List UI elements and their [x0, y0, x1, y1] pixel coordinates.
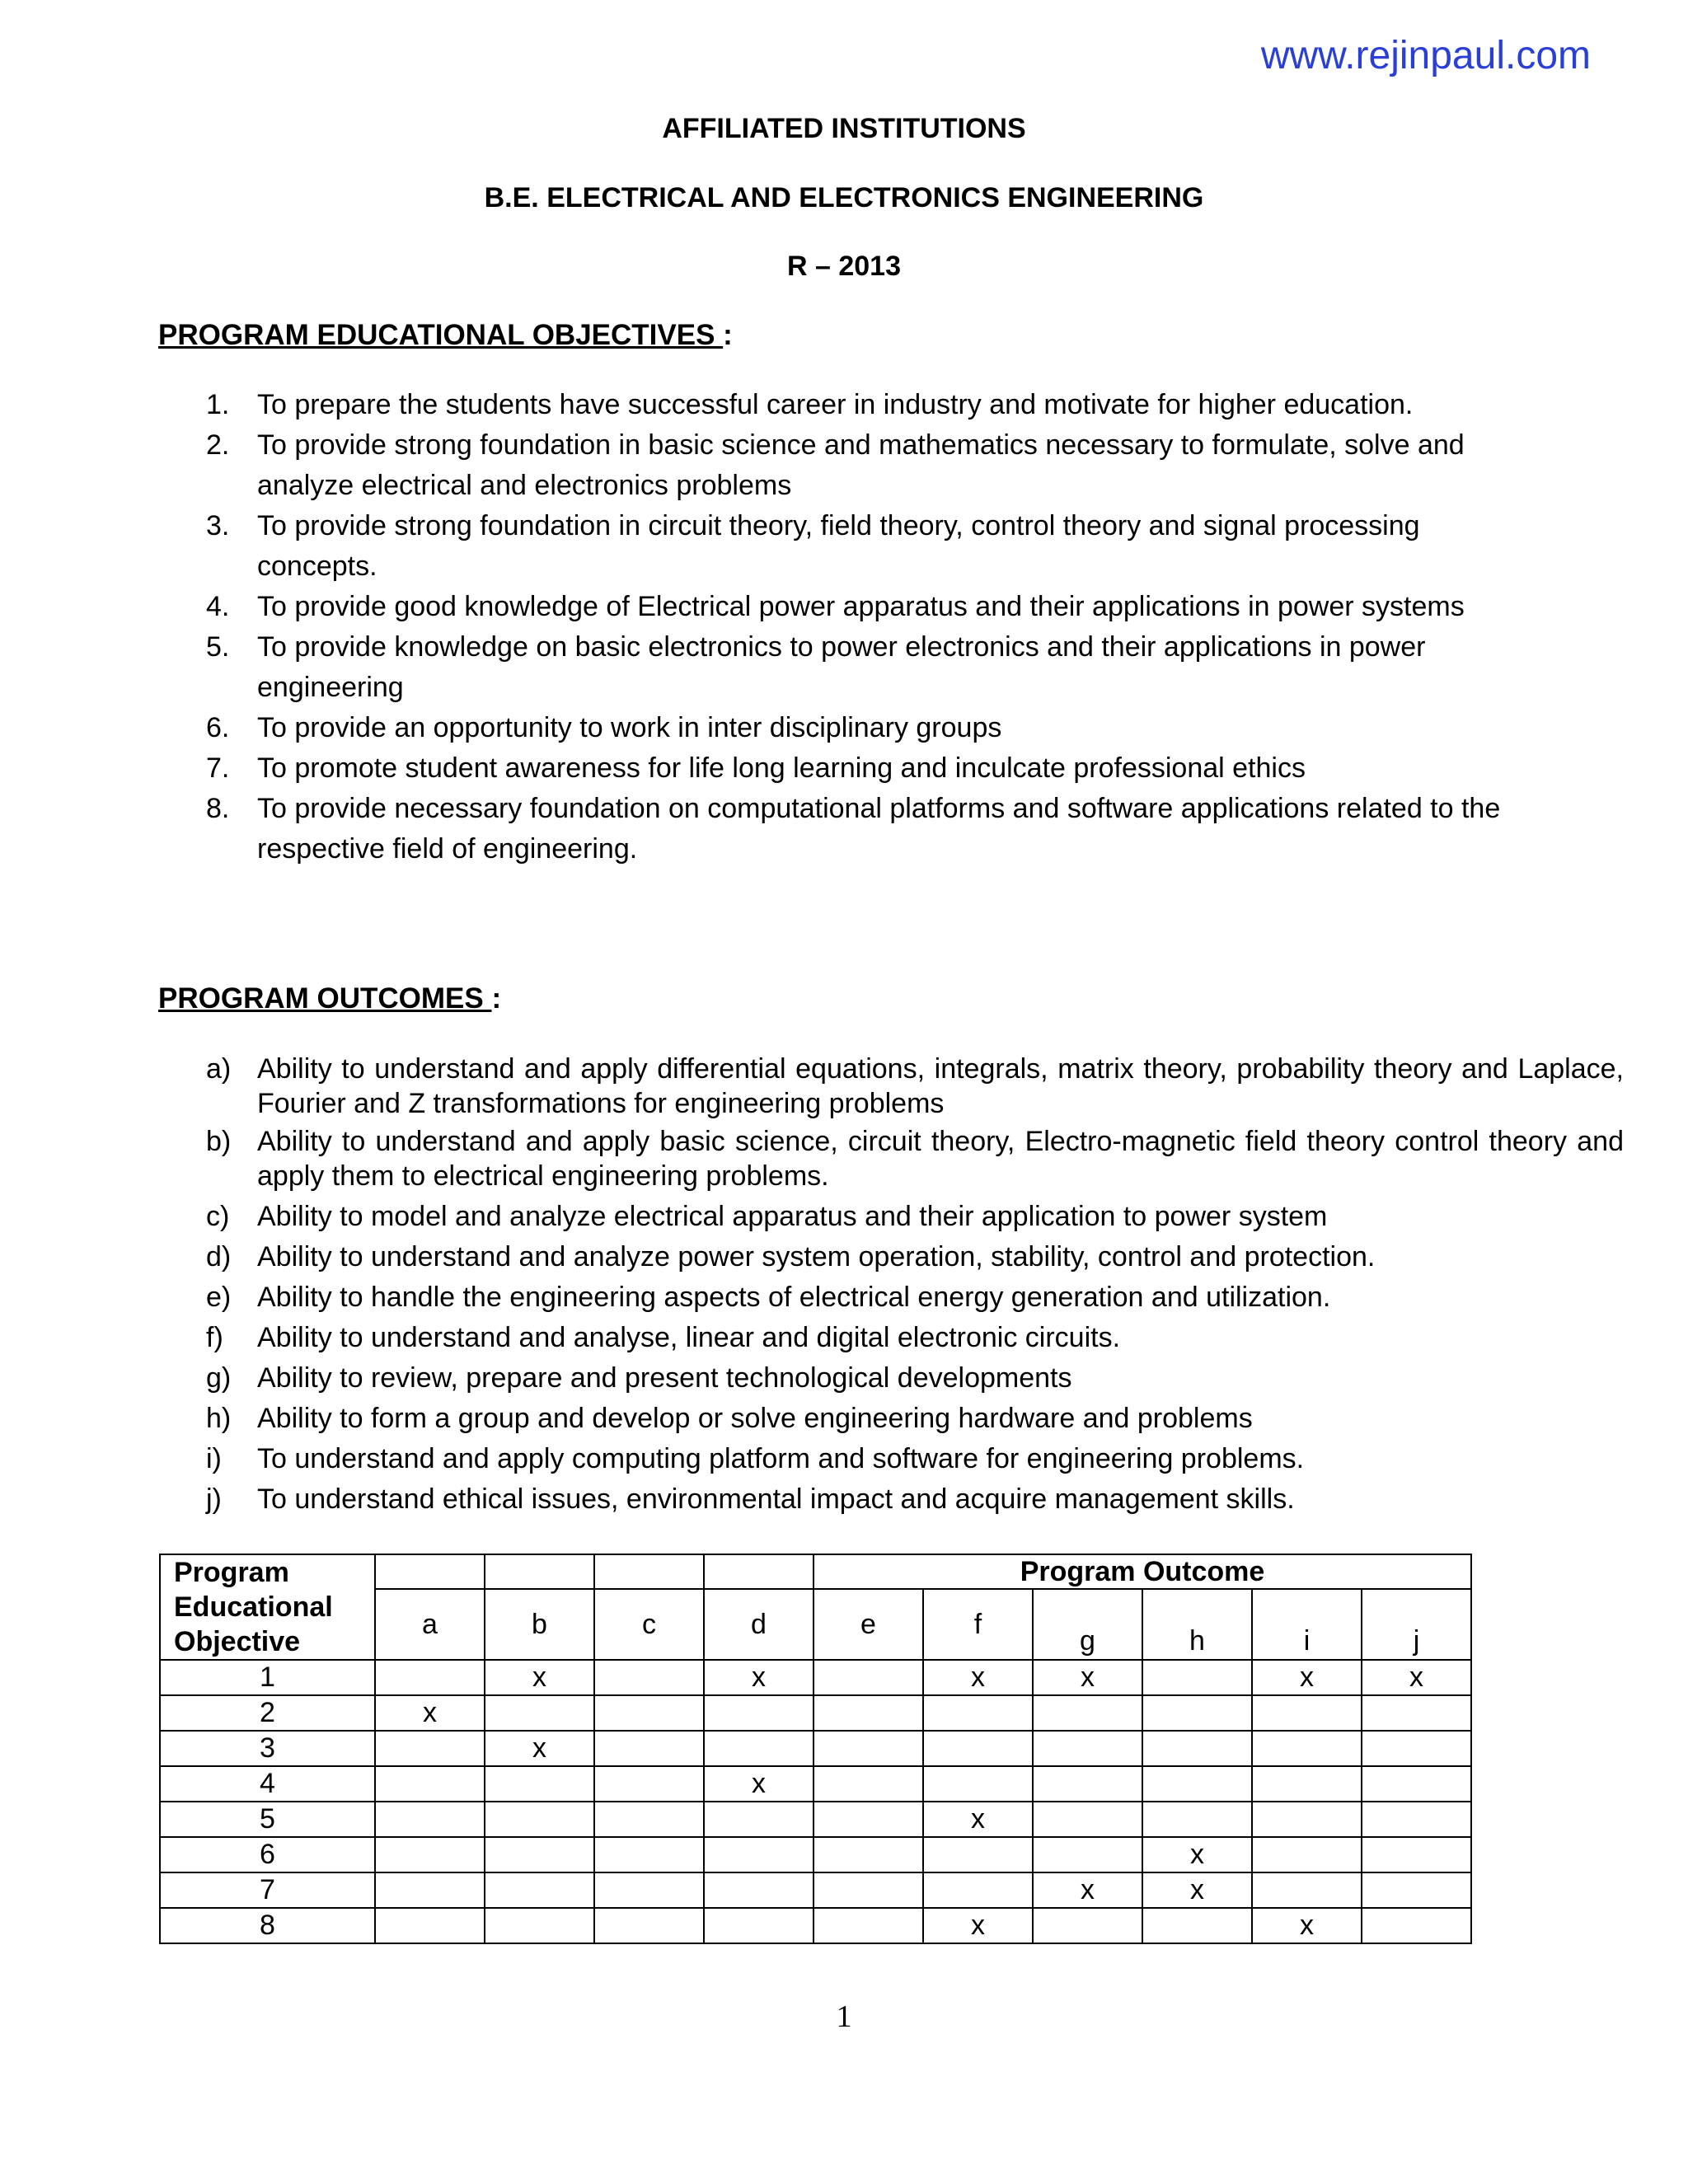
mapping-cell: x [1362, 1660, 1471, 1695]
mapping-cell [594, 1872, 704, 1908]
outcome-item [206, 1399, 1624, 1439]
mapping-cell: x [1252, 1660, 1362, 1695]
mapping-cell [594, 1695, 704, 1731]
outcome-item-text: Ability to understand and apply basic science, circuit theory, Electro-magnetic field theory control theory and apply them to electrical engineering problems. [257, 1126, 1624, 1192]
outcome-item [206, 1358, 1624, 1399]
empty-header-cell [375, 1554, 485, 1589]
peo-section-title [158, 319, 733, 352]
outcome-item-text: Ability to understand and analyze power system operation, stability, control and protection. [257, 1241, 1376, 1272]
website-url[interactable]: www.rejinpaul.com [1260, 34, 1591, 77]
mapping-cell [1142, 1802, 1252, 1837]
mapping-cell [1252, 1731, 1362, 1766]
outcome-item-text: Ability to understand and apply differential equations, integrals, matrix theory, probability theory and Laplace, Fourier and Z transformations for engineering problems [257, 1053, 1624, 1119]
mapping-cell [704, 1872, 814, 1908]
po-column-header: Program Outcome [814, 1554, 1471, 1589]
outcome-column-header: f [923, 1589, 1033, 1660]
mapping-cell [814, 1766, 923, 1802]
mapping-cell [1033, 1766, 1142, 1802]
mapping-cell [1033, 1837, 1142, 1872]
peo-item-text: To provide good knowledge of Electrical power apparatus and their applications in power systems [257, 591, 1465, 622]
table-row [160, 1802, 1471, 1837]
mapping-cell [1362, 1837, 1471, 1872]
mapping-cell [704, 1837, 814, 1872]
peo-item [206, 708, 1541, 748]
table-row [160, 1908, 1471, 1943]
peo-item-number: 2. [206, 429, 230, 461]
outcome-item-letter: c) [206, 1201, 230, 1232]
outcome-item-letter: d) [206, 1241, 232, 1272]
mapping-cell [375, 1660, 485, 1695]
page-number: 1 [836, 1999, 852, 2034]
mapping-cell [594, 1660, 704, 1695]
mapping-cell [594, 1837, 704, 1872]
table-row [160, 1837, 1471, 1872]
mapping-cell [814, 1660, 923, 1695]
mapping-cell: x [1142, 1872, 1252, 1908]
mapping-cell [1033, 1908, 1142, 1943]
outcome-column-header: g [1033, 1589, 1142, 1660]
peo-item [206, 789, 1541, 869]
mapping-cell: x [1142, 1837, 1252, 1872]
mapping-cell [814, 1731, 923, 1766]
mapping-cell [485, 1695, 594, 1731]
outcome-item [206, 1052, 1624, 1121]
outcome-item [206, 1277, 1624, 1318]
peo-po-mapping-table [159, 1554, 1472, 1944]
outcome-item-letter: e) [206, 1282, 232, 1313]
mapping-cell [375, 1802, 485, 1837]
mapping-cell [594, 1766, 704, 1802]
mapping-cell [814, 1908, 923, 1943]
peo-item [206, 385, 1541, 425]
peo-item-number: 1. [206, 389, 230, 420]
outcome-column-header: a [375, 1589, 485, 1660]
mapping-cell [1252, 1695, 1362, 1731]
mapping-cell [1142, 1660, 1252, 1695]
outcome-item-text: Ability to handle the engineering aspects of electrical energy generation and utilization. [257, 1282, 1331, 1313]
mapping-cell: x [1252, 1908, 1362, 1943]
mapping-cell [704, 1802, 814, 1837]
institution-heading: AFFILIATED INSTITUTIONS [662, 113, 1026, 144]
mapping-cell [814, 1695, 923, 1731]
mapping-cell: x [704, 1660, 814, 1695]
mapping-cell [1362, 1908, 1471, 1943]
peo-item-number: 8. [206, 793, 230, 824]
mapping-cell: x [923, 1802, 1033, 1837]
mapping-cell [1142, 1695, 1252, 1731]
mapping-cell [1362, 1766, 1471, 1802]
peo-list [206, 385, 1541, 869]
peo-item [206, 425, 1541, 506]
mapping-cell [375, 1766, 485, 1802]
mapping-cell [814, 1802, 923, 1837]
peo-item-number: 7. [206, 752, 230, 784]
table-row [160, 1660, 1471, 1695]
empty-header-cell [594, 1554, 704, 1589]
peo-item-number: 4. [206, 591, 230, 622]
table-row [160, 1695, 1471, 1731]
mapping-cell [704, 1695, 814, 1731]
outcome-item-letter: j) [206, 1483, 222, 1515]
program-heading: B.E. ELECTRICAL AND ELECTRONICS ENGINEERING [484, 182, 1204, 213]
mapping-cell [1362, 1731, 1471, 1766]
mapping-cell [485, 1837, 594, 1872]
peo-number-cell: 7 [160, 1872, 375, 1908]
regulation-heading: R – 2013 [787, 251, 901, 282]
outcome-column-header: b [485, 1589, 594, 1660]
peo-item-text: To provide knowledge on basic electronics to power electronics and their applications in power engineering [257, 631, 1426, 703]
peo-item [206, 748, 1541, 789]
mapping-cell [594, 1731, 704, 1766]
peo-column-header: Program Educational Objective [160, 1554, 375, 1660]
outcome-item-letter: f) [206, 1322, 223, 1353]
peo-number-cell: 3 [160, 1731, 375, 1766]
mapping-cell [704, 1908, 814, 1943]
outcome-item [206, 1479, 1624, 1520]
peo-item-text: To provide necessary foundation on computational platforms and software applications related to the respective field of engineering. [257, 793, 1501, 865]
peo-item-text: To provide strong foundation in circuit theory, field theory, control theory and signal processing concepts. [257, 510, 1420, 582]
peo-title-colon: : [723, 319, 733, 351]
peo-item-number: 6. [206, 712, 230, 743]
mapping-cell [923, 1695, 1033, 1731]
outcome-item-text: Ability to model and analyze electrical apparatus and their application to power system [257, 1201, 1328, 1232]
outcome-item-letter: h) [206, 1403, 232, 1434]
peo-title-text: PROGRAM EDUCATIONAL OBJECTIVES [158, 319, 724, 351]
mapping-cell [485, 1872, 594, 1908]
mapping-cell [594, 1802, 704, 1837]
peo-item-text: To promote student awareness for life long learning and inculcate professional ethics [257, 752, 1306, 784]
peo-item-text: To provide an opportunity to work in inter disciplinary groups [257, 712, 1002, 743]
outcomes-list [206, 1052, 1624, 1520]
outcome-column-header: d [704, 1589, 814, 1660]
outcome-item [206, 1439, 1624, 1479]
outcome-column-header: j [1362, 1589, 1471, 1660]
mapping-cell [485, 1802, 594, 1837]
mapping-cell [485, 1766, 594, 1802]
peo-number-cell: 2 [160, 1695, 375, 1731]
mapping-cell [375, 1731, 485, 1766]
outcome-item-text: To understand ethical issues, environmental impact and acquire management skills. [257, 1483, 1295, 1515]
mapping-cell [1033, 1802, 1142, 1837]
table-row [160, 1731, 1471, 1766]
mapping-cell [923, 1837, 1033, 1872]
outcome-item-text: Ability to review, prepare and present technological developments [257, 1362, 1072, 1394]
mapping-cell: x [923, 1908, 1033, 1943]
mapping-cell: x [375, 1695, 485, 1731]
mapping-cell [1252, 1837, 1362, 1872]
outcomes-section-title [158, 982, 501, 1015]
outcome-item-letter: b) [206, 1126, 232, 1157]
peo-number-cell: 6 [160, 1837, 375, 1872]
empty-header-cell [704, 1554, 814, 1589]
mapping-cell [1033, 1731, 1142, 1766]
outcome-item [206, 1197, 1624, 1237]
mapping-cell [594, 1908, 704, 1943]
mapping-cell: x [485, 1660, 594, 1695]
mapping-cell [923, 1872, 1033, 1908]
mapping-cell [375, 1872, 485, 1908]
mapping-cell [375, 1908, 485, 1943]
mapping-cell [1142, 1731, 1252, 1766]
outcome-column-header: h [1142, 1589, 1252, 1660]
outcome-item [206, 1237, 1624, 1277]
outcome-column-header: i [1252, 1589, 1362, 1660]
table-row [160, 1766, 1471, 1802]
table-row [160, 1872, 1471, 1908]
mapping-cell [1033, 1695, 1142, 1731]
peo-item-number: 5. [206, 631, 230, 663]
mapping-cell [1252, 1766, 1362, 1802]
mapping-cell [1252, 1872, 1362, 1908]
peo-item-text: To provide strong foundation in basic science and mathematics necessary to formulate, solve and analyze electrical and electronics problems [257, 429, 1465, 501]
outcome-item-text: Ability to form a group and develop or solve engineering hardware and problems [257, 1403, 1253, 1434]
mapping-cell [923, 1731, 1033, 1766]
mapping-cell [1252, 1802, 1362, 1837]
peo-item [206, 506, 1541, 587]
peo-item [206, 627, 1541, 708]
outcome-item-text: Ability to understand and analyse, linear and digital electronic circuits. [257, 1322, 1121, 1353]
outcomes-title-colon: : [491, 982, 502, 1015]
mapping-cell [814, 1837, 923, 1872]
mapping-cell: x [923, 1660, 1033, 1695]
outcome-item-letter: a) [206, 1053, 232, 1085]
outcomes-title-text: PROGRAM OUTCOMES [158, 982, 492, 1015]
outcome-item [206, 1318, 1624, 1358]
outcome-item-letter: i) [206, 1443, 222, 1474]
mapping-cell [485, 1908, 594, 1943]
peo-item [206, 587, 1541, 627]
mapping-cell [704, 1731, 814, 1766]
peo-item-number: 3. [206, 510, 230, 541]
mapping-cell [375, 1837, 485, 1872]
outcome-column-header: e [814, 1589, 923, 1660]
mapping-cell [1362, 1872, 1471, 1908]
mapping-cell: x [1033, 1660, 1142, 1695]
empty-header-cell [485, 1554, 594, 1589]
peo-number-cell: 5 [160, 1802, 375, 1837]
mapping-cell [1362, 1695, 1471, 1731]
mapping-cell: x [1033, 1872, 1142, 1908]
peo-number-cell: 8 [160, 1908, 375, 1943]
mapping-cell [1142, 1908, 1252, 1943]
mapping-cell: x [704, 1766, 814, 1802]
mapping-cell [1142, 1766, 1252, 1802]
outcome-column-header: c [594, 1589, 704, 1660]
mapping-cell [1362, 1802, 1471, 1837]
outcome-item-letter: g) [206, 1362, 232, 1394]
peo-number-cell: 4 [160, 1766, 375, 1802]
outcome-item [206, 1124, 1624, 1193]
peo-number-cell: 1 [160, 1660, 375, 1695]
mapping-cell [923, 1766, 1033, 1802]
mapping-cell: x [485, 1731, 594, 1766]
outcome-item-text: To understand and apply computing platform and software for engineering problems. [257, 1443, 1305, 1474]
peo-item-text: To prepare the students have successful career in industry and motivate for higher education. [257, 389, 1414, 420]
mapping-cell [814, 1872, 923, 1908]
